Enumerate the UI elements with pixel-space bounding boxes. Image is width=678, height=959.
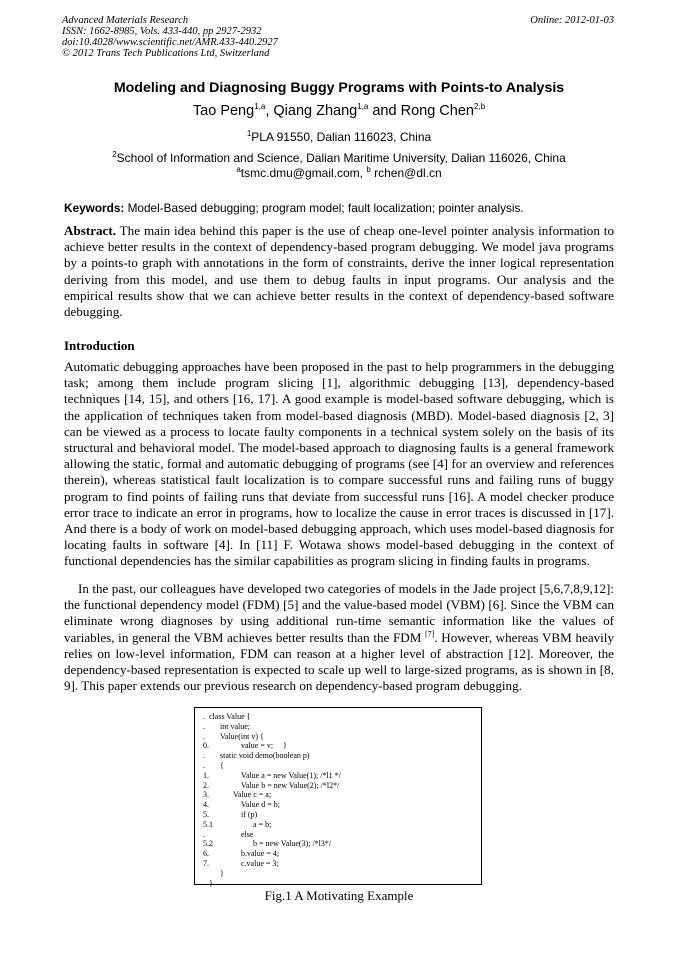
- code-line-number: 6.: [203, 849, 209, 859]
- code-line: [203, 732, 481, 742]
- code-line: [203, 810, 481, 820]
- code-line-number: 5.: [203, 809, 209, 819]
- code-line: [203, 820, 481, 830]
- section-heading-introduction: Introduction: [64, 338, 135, 353]
- keywords-label: Keywords:: [64, 201, 125, 215]
- code-line-number: .: [203, 751, 205, 761]
- intro-paragraph-2-part-b: . However, whereas VBM heavily relies on low-level information, FDM can reason at a higher level of abstraction [12]. Moreover, the dependency-based representation is expected to scale up well to large-sized programs, as is shown in [8, 9]. This paper extends our previous research on dependency-based program debugging.: [64, 629, 614, 694]
- email-b: rchen@dl.cn: [370, 166, 442, 180]
- code-line-text: class Value {: [209, 712, 251, 721]
- code-line: [203, 781, 481, 791]
- email-b-marker: b: [366, 165, 371, 174]
- intro-paragraph-2: [64, 581, 614, 694]
- copyright-line: © 2012 Trans Tech Publications Ltd, Switzerland: [62, 48, 270, 59]
- paper-title: Modeling and Diagnosing Buggy Programs with Points-to Analysis: [113, 80, 565, 96]
- code-line: [203, 839, 481, 849]
- abstract-label: Abstract.: [64, 223, 116, 238]
- affiliation-2-marker: 2: [112, 150, 117, 159]
- code-line: [203, 771, 481, 781]
- abstract: [64, 223, 614, 320]
- code-line-text: value = v; }: [241, 741, 287, 751]
- code-line: [203, 712, 481, 722]
- code-line-text: b = new Value(3); /*l3*/: [253, 839, 332, 849]
- code-line-text: Value a = new Value(1); /*l1 */: [241, 770, 341, 780]
- intro-paragraph-2-part-a: In the past, our colleagues have developed two categories of models in the Jade project [5,6,7,8,9,12]: the functional dependency model (FDM) [5] and the value-based model (VBM) [6]. Since the VBM can eliminate wrong diagnoses by using additional run-time semantic information like the values of variables, in general the VBM achieves better results than the FDM: [64, 581, 614, 645]
- author-separator: ,: [265, 103, 274, 119]
- doi-line: doi:10.4028/www.scientific.net/AMR.433-440.2927: [62, 37, 278, 48]
- affiliation-2-text: School of Information and Science, Dalian Maritime University, Dalian 116026, China: [116, 151, 566, 165]
- code-line: [203, 761, 481, 771]
- author-emails: [0, 166, 678, 180]
- affiliation-2: [0, 151, 678, 165]
- author-2-affiliation: 1,a: [357, 102, 369, 112]
- email-a: tsmc.dmu@gmail.com,: [240, 166, 367, 180]
- code-line: [203, 859, 481, 869]
- code-line: [203, 751, 481, 761]
- code-line-number: 5.1: [203, 819, 213, 829]
- keywords-text: Model-Based debugging; program model; fault localization; pointer analysis.: [124, 201, 524, 215]
- affiliation-1-text: PLA 91550, Dalian 116023, China: [251, 130, 432, 144]
- intro-paragraph-1: Automatic debugging approaches have been proposed in the past to help programmers in the debugging task; among them include program slicing [1], algorithmic debugging [13], dependency-based techniques [14, 15], and others [16, 17]. A good example is model-based software debugging, which is the application of techniques taken from model-based diagnosis (MBD). Model-based diagnosis [2, 3] can be viewed as a process to locate faulty components in a technical system solely on the basis of its structural and behavioral model. The model-based approach to diagnosing faults is a general framework allowing the static, formal and automatic debugging of programs (see [4] for an overview and references therein), whereas statistical fault localization is to compare successful runs and failing runs of buggy program to find points of failing runs that deviate from successful runs [16]. A model checker produce error trace to indicate an error in programs, how to localize the cause in error traces is discussed in [17]. And there is a body of work on model-based debugging approach, which uses model-based diagnosis for locating faults in software [4]. In [11] F. Wotawa shows model-based debugging in the context of functional dependencies has the similar capabilities as program slicing in finding faults in programs.: [64, 359, 614, 569]
- code-line-number: .: [203, 721, 205, 731]
- code-line: [203, 849, 481, 859]
- code-line-number: 1.: [203, 770, 209, 780]
- code-line-text: }: [209, 878, 213, 888]
- author-3: Rong Chen: [400, 103, 474, 119]
- code-line-text: }: [220, 868, 224, 878]
- code-line-text: else: [241, 829, 254, 839]
- code-line-number: 3.: [203, 790, 209, 800]
- code-line-number: .: [203, 829, 205, 839]
- code-line: [203, 869, 481, 879]
- author-3-affiliation: 2,b: [473, 102, 486, 112]
- code-line-number: 0.: [203, 741, 209, 751]
- code-line-text: {: [220, 760, 224, 770]
- affiliation-1: [0, 130, 678, 144]
- code-line: [203, 790, 481, 800]
- email-a-marker: a: [236, 165, 241, 174]
- code-line: [203, 741, 481, 751]
- code-line-text: Value b = new Value(2); /*l2*/: [241, 780, 340, 790]
- online-date: Online: 2012-01-03: [530, 15, 614, 26]
- code-line-text: b.value = 4;: [241, 849, 280, 859]
- citation-superscript: [7]: [425, 629, 435, 639]
- code-line-text: static void demo(boolean p): [220, 751, 310, 761]
- author-separator: and: [368, 103, 401, 119]
- code-line-text: c.value = 3;: [241, 858, 279, 868]
- code-line-number: .: [203, 760, 205, 770]
- author-1: Tao Peng: [192, 103, 255, 119]
- abstract-text: The main idea behind this paper is the use of cheap one-level pointer analysis information to achieve better results in the context of dependency-based program debugging. We model java programs by a points-to graph with annotations in the form of constraints, derive the inner logical representation deriving from this model, and use them to debug faults in input programs. Our analysis and the empirical results show that we can achieve better results in the context of dependency-based software debugging.: [64, 223, 614, 320]
- code-line-text: Value c = a;: [233, 790, 272, 800]
- code-line-number: 2.: [203, 780, 209, 790]
- code-line: [203, 800, 481, 810]
- code-line: [203, 879, 481, 889]
- code-line-number: .: [203, 712, 205, 721]
- code-line-text: Value d = b;: [241, 800, 280, 810]
- author-2: Qiang Zhang: [273, 103, 358, 119]
- keywords: [64, 201, 614, 215]
- affiliation-1-marker: 1: [246, 129, 252, 138]
- code-line-number: 7.: [203, 858, 209, 868]
- code-line-number: .: [203, 731, 205, 741]
- code-line-text: Value(int v) {: [220, 731, 264, 741]
- code-line-text: if (p): [241, 809, 258, 819]
- code-line-number: 5.2: [203, 839, 213, 849]
- code-line-text: a = b;: [253, 819, 272, 829]
- figure-caption: Fig.1 A Motivating Example: [264, 888, 414, 903]
- journal-name: Advanced Materials Research: [62, 15, 189, 26]
- code-line-number: 4.: [203, 800, 209, 810]
- code-line-text: int value;: [220, 721, 250, 731]
- code-listing-figure: [194, 707, 482, 888]
- author-list: [0, 103, 678, 119]
- issn-line: ISSN: 1662-8985, Vols. 433-440, pp 2927-2932: [62, 26, 262, 37]
- author-1-affiliation: 1,a: [254, 102, 266, 112]
- journal-header: [62, 15, 614, 59]
- code-line: [203, 830, 481, 840]
- code-line: [203, 722, 481, 732]
